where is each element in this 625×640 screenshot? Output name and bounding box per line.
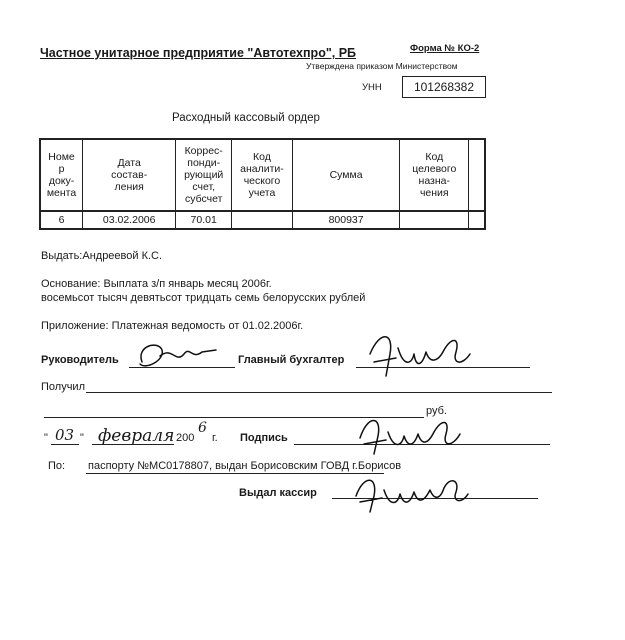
cell-doc-number: 6 <box>40 211 83 229</box>
date-year-prefix: 200 <box>176 432 195 444</box>
cell-date: 03.02.2006 <box>83 211 176 229</box>
date-quote-close: " <box>80 432 84 444</box>
basis-line-1: Основание: Выплата з/п январь месяц 2006г. <box>41 278 272 290</box>
form-number: Форма № КО-2 <box>410 43 480 54</box>
received-label: Получил <box>41 381 85 393</box>
cell-amount: 800937 <box>292 211 399 229</box>
date-day: 03 <box>55 426 75 444</box>
unn-value: 101268382 <box>402 76 486 98</box>
col-header-analytic-code: Код аналити- ческого учета <box>232 139 293 211</box>
col-header-doc-number: Номе р доку- мента <box>40 139 83 211</box>
order-table <box>39 138 486 230</box>
col-header-blank <box>469 139 485 211</box>
col-header-account: Коррес- понди- рующий счет, субсчет <box>176 139 232 211</box>
chief-accountant-label: Главный бухгалтер <box>238 354 345 366</box>
attachment: Приложение: Платежная ведомость от 01.02.2006г. <box>41 320 304 332</box>
cell-account: 70.01 <box>176 211 232 229</box>
col-header-purpose-code: Код целевого назна- чения <box>400 139 469 211</box>
table-row <box>40 211 485 229</box>
col-header-date: Дата состав- ления <box>83 139 176 211</box>
signature-label: Подпись <box>240 432 288 444</box>
col-header-amount: Сумма <box>292 139 399 211</box>
date-month-line <box>92 444 174 445</box>
table-header-row <box>40 139 485 211</box>
issue-to: Выдать:Андреевой К.С. <box>41 250 163 262</box>
organization-name: Частное унитарное предприятие "Автотехпро", РБ <box>40 46 357 60</box>
basis-line-2: восемьсот тысяч девятьсот тридцать семь белорусских рублей <box>41 292 366 304</box>
date-year-suffix: 6 <box>198 420 207 436</box>
cashier-label: Выдал кассир <box>239 487 317 499</box>
document-title: Расходный кассовый ордер <box>172 112 320 124</box>
passport-text: паспорту №МС0178807, выдан Борисовским ГОВД г.Борисов <box>88 460 402 472</box>
recipient-signature <box>356 404 466 460</box>
unn-label: УНН <box>362 82 382 93</box>
approved-by-text: Утверждена приказом Министерством <box>306 61 458 71</box>
received-line <box>86 392 552 393</box>
date-quote-open: " <box>44 432 48 444</box>
passport-line <box>86 473 384 474</box>
cell-blank <box>469 211 485 229</box>
director-signature <box>132 336 222 376</box>
chief-accountant-signature <box>364 324 474 384</box>
director-label: Руководитель <box>41 354 119 366</box>
cell-purpose-code <box>400 211 469 229</box>
by-label: По: <box>48 460 66 472</box>
rub-label: руб. <box>426 405 447 417</box>
date-g: г. <box>212 432 218 444</box>
date-month: февраля <box>98 426 175 446</box>
cashier-signature <box>352 466 472 516</box>
date-day-line <box>51 444 79 445</box>
cell-analytic-code <box>232 211 293 229</box>
